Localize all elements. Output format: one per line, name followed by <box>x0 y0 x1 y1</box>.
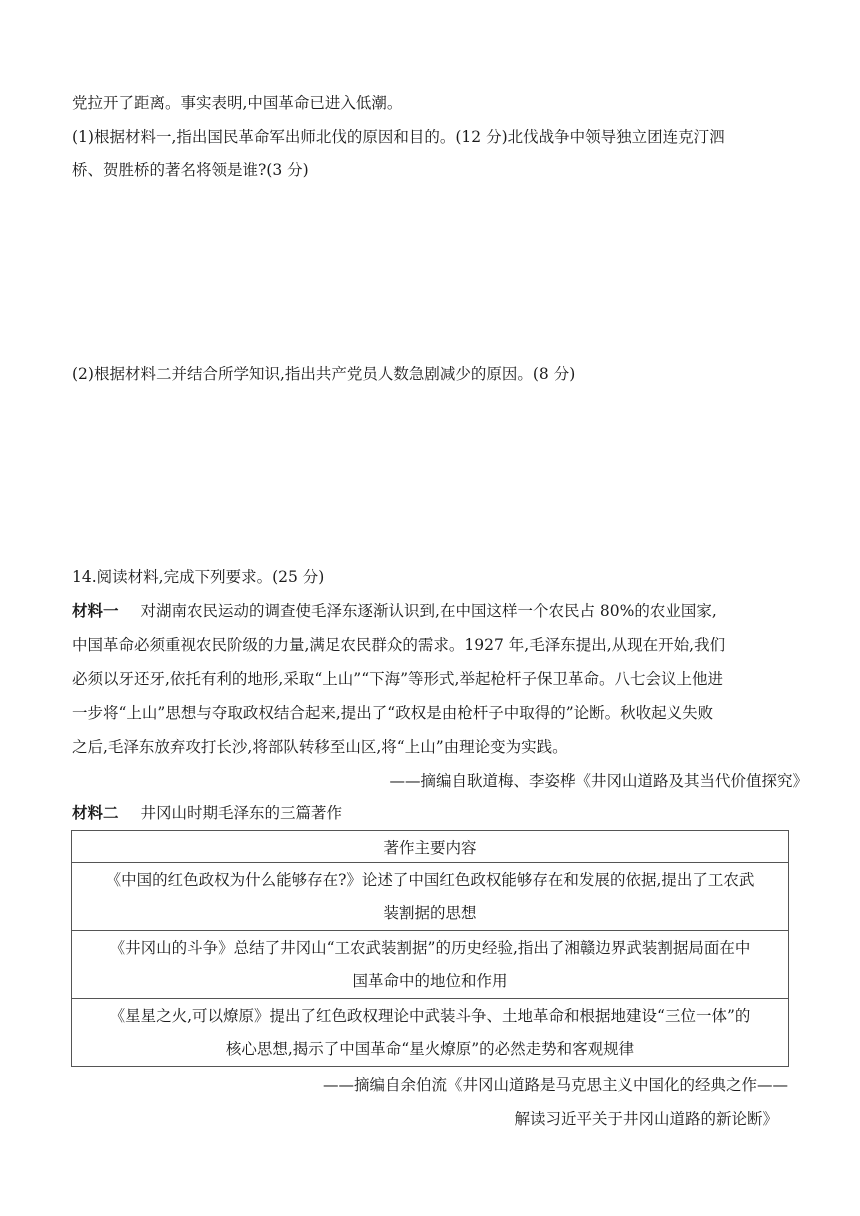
material-2-source-line-1: ——摘编自余伯流《井冈山道路是马克思主义中国化的经典之作—— <box>322 1076 788 1094</box>
material-2-source-line-2: 解读习近平关于井冈山道路的新论断》 <box>514 1110 778 1128</box>
material-2-label: 材料二 <box>72 803 119 822</box>
material-2-title: 井冈山时期毛泽东的三篇著作 <box>140 804 343 822</box>
material-1-line-4: 一步将“上山”思想与夺取政权结合起来,提出了“政权是由枪杆子中取得的”论断。秋收起义失败 <box>72 704 714 722</box>
table-cell-line: 核心思想,揭示了中国革命“星火燎原”的必然走势和客观规律 <box>225 1040 635 1058</box>
table-cell-line: 《星星之火,可以燎原》提出了红色政权理论中武装斗争、土地革命和根据地建设“三位一体”的 <box>109 1007 751 1025</box>
material-1-label: 材料一 <box>72 601 119 620</box>
table-cell-line: 《中国的红色政权为什么能够存在?》论述了中国红色政权能够存在和发展的依据,提出了工农武 <box>105 871 755 889</box>
works-table <box>71 830 789 1067</box>
question-1-line-2: 桥、贺胜桥的著名将领是谁?(3 分) <box>72 161 309 179</box>
question-14-heading: 14.阅读材料,完成下列要求。(25 分) <box>72 568 325 586</box>
table-cell-line: 《井冈山的斗争》总结了井冈山“工农武装割据”的历史经验,指出了湘赣边界武装割据局面在中 <box>109 939 751 957</box>
material-1-line-2: 中国革命必须重视农民阶级的力量,满足农民群众的需求。1927 年,毛泽东提出,从现在开始,我们 <box>72 636 726 654</box>
material-1-line-1 <box>72 601 717 621</box>
material-2-line <box>72 803 342 823</box>
table-cell-line: 装割据的思想 <box>383 904 477 922</box>
table-header-row <box>72 831 789 863</box>
material-1-source: ——摘编自耿道梅、李姿桦《井冈山道路及其当代价值探究》 <box>389 772 808 790</box>
material-1-text: 对湖南农民运动的调查使毛泽东逐渐认识到,在中国这样一个农民占 80%的农业国家, <box>140 602 717 620</box>
table-header: 著作主要内容 <box>72 831 789 863</box>
text-line: 党拉开了距离。事实表明,中国革命已进入低潮。 <box>72 94 403 112</box>
table-row <box>72 931 789 999</box>
material-1-line-5: 之后,毛泽东放弃攻打长沙,将部队转移至山区,将“上山”由理论变为实践。 <box>72 738 568 756</box>
table-cell-line: 国革命中的地位和作用 <box>352 972 508 990</box>
table-row <box>72 999 789 1067</box>
table-row <box>72 863 789 931</box>
question-2: (2)根据材料二并结合所学知识,指出共产党员人数急剧减少的原因。(8 分) <box>72 365 576 383</box>
question-1-line-1: (1)根据材料一,指出国民革命军出师北伐的原因和目的。(12 分)北伐战争中领导独立团连克汀泗 <box>72 128 725 146</box>
material-1-line-3: 必须以牙还牙,依托有利的地形,采取“上山”“下海”等形式,举起枪杆子保卫革命。八七会议上他进 <box>72 670 723 688</box>
